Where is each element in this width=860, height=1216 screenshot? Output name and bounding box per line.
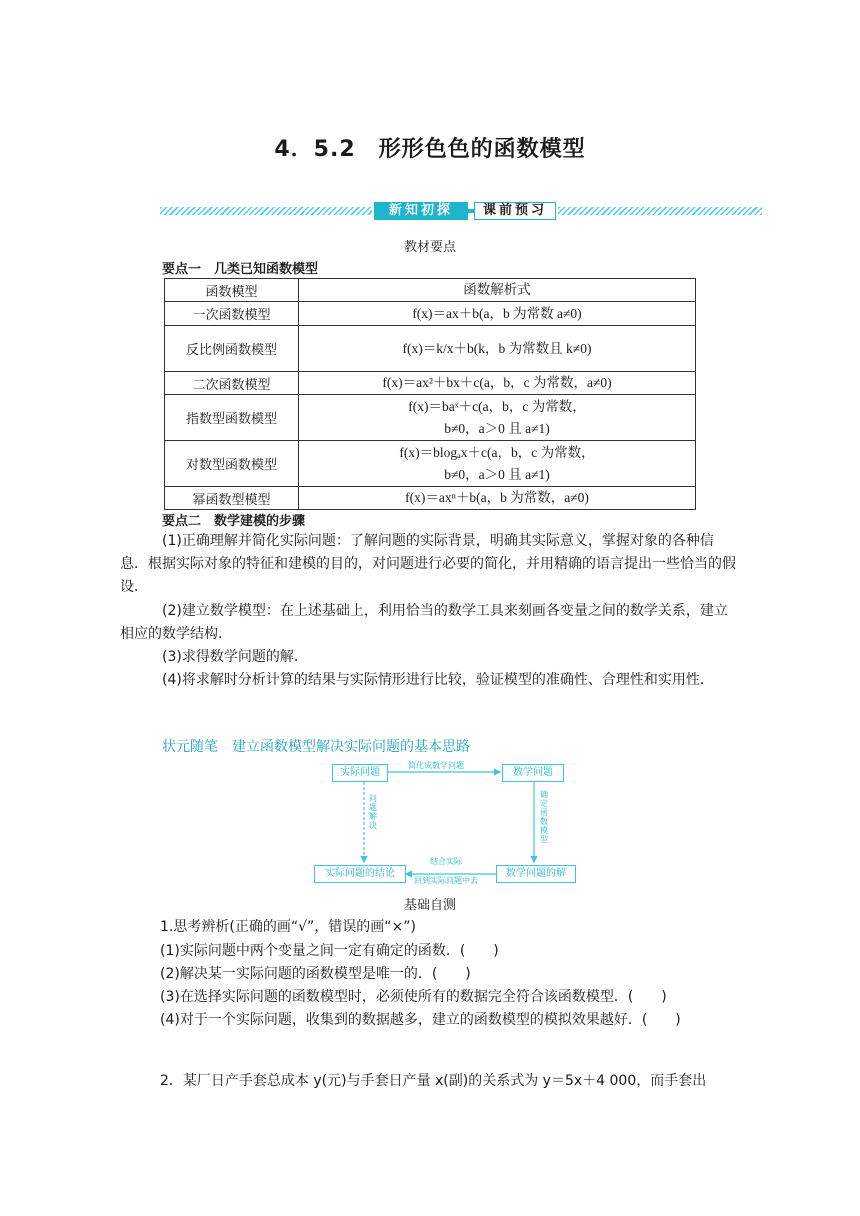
- question-1-item: (1)实际问题中两个变量之间一定有确定的函数．( ): [160, 943, 499, 959]
- step-paragraph: (4)将求解时分析计算的结果与实际情形进行比较，验证模型的准确性、合理性和实用性．: [162, 672, 714, 688]
- table-row: [165, 326, 696, 372]
- table-row: [165, 487, 696, 510]
- flow-box-real-conclusion: 实际问题的结论: [314, 865, 406, 883]
- model-name: 反比例函数模型: [165, 326, 299, 372]
- flow-label-bottom-2: 回到实际问题中去: [414, 876, 478, 885]
- banner-stripe-right: [558, 207, 762, 215]
- model-name: 一次函数模型: [165, 302, 299, 326]
- flow-label-top: 简化成数学问题: [408, 761, 464, 770]
- model-formula: f(x)＝k/x＋b(k，b 为常数且 k≠0): [299, 326, 696, 372]
- table-row: [165, 302, 696, 326]
- flow-box-math-solution: 数学问题的解: [496, 865, 576, 883]
- point1-heading: 要点一 几类已知函数模型: [162, 262, 319, 277]
- banner-stripe-left: [160, 207, 372, 215]
- function-model-table: [164, 278, 696, 510]
- question-1-item: (4)对于一个实际问题，收集到的数据越多，建立的函数模型的模拟效果越好．( ): [160, 1012, 681, 1028]
- model-formula: f(x)＝ax²＋bx＋c(a，b，c 为常数，a≠0): [299, 372, 696, 395]
- flow-box-math-problem: 数学问题: [502, 764, 564, 782]
- table-row: [165, 372, 696, 395]
- flow-box-real-problem: 实际问题: [332, 764, 388, 782]
- model-name: 幂函数型模型: [165, 487, 299, 510]
- section-banner: [160, 202, 762, 220]
- modeling-flow-diagram: [312, 760, 582, 888]
- table-header-model: 函数模型: [165, 279, 299, 302]
- model-name: 对数型函数模型: [165, 441, 299, 487]
- model-formula-line: f(x)＝blogₐx＋c(a，b，c 为常数，: [399, 444, 595, 460]
- model-formula: f(x)＝ax＋b(a，b 为常数 a≠0): [299, 302, 696, 326]
- tip-heading: 状元随笔 建立函数模型解决实际问题的基本思路: [162, 739, 470, 755]
- table-header-formula: 函数解析式: [299, 279, 696, 302]
- point2-heading: 要点二 数学建模的步骤: [162, 514, 306, 529]
- model-formula-line: b≠0，a＞0 且 a≠1): [444, 466, 550, 482]
- flow-label-left: 问题解决: [369, 794, 377, 830]
- self-test-heading: 基础自测: [403, 898, 456, 913]
- step-paragraph: (3)求得数学问题的解．: [162, 649, 308, 665]
- table-row: [165, 441, 696, 487]
- step-paragraph: (1)正确理解并简化实际问题：了解问题的实际背景，明确其实际意义，掌握对象的各种信息．根据实际对象的特征和建模的目的，对问题进行必要的简化，并用精确的语言提出一些恰当的假设．: [120, 533, 736, 595]
- table-header-row: [165, 279, 696, 302]
- page-title: 4．5.2 形形色色的函数模型: [274, 137, 586, 162]
- question-2: 2．某厂日产手套总成本 y(元)与手套日产量 x(副)的关系式为 y＝5x＋4 000，而手套出: [160, 1073, 707, 1089]
- question-1: 1.思考辨析(正确的画“√”，错误的画“×”): [160, 919, 416, 935]
- question-1-item: (3)在选择实际问题的函数模型时，必须使所有的数据完全符合该函数模型．( ): [160, 989, 667, 1005]
- flow-label-right: 确定函数模型: [540, 790, 548, 844]
- step-paragraph: (2)建立数学模型：在上述基础上，利用恰当的数学工具来刻画各变量之间的数学关系，建立相应的数学结构．: [120, 603, 728, 642]
- model-name: 指数型函数模型: [165, 395, 299, 441]
- model-name: 二次函数模型: [165, 372, 299, 395]
- model-formula-line: f(x)＝baˣ＋c(a，b，c 为常数，: [408, 398, 586, 414]
- flow-label-bottom-1: 结合实际: [430, 857, 462, 866]
- banner-label-left: 新知初探: [374, 202, 468, 220]
- model-formula: [299, 395, 696, 441]
- banner-label-right: 课前预习: [474, 202, 556, 220]
- model-formula: [299, 441, 696, 487]
- table-row: [165, 395, 696, 441]
- model-formula: f(x)＝axⁿ＋b(a，b 为常数，a≠0): [299, 487, 696, 510]
- model-formula-line: b≠0，a＞0 且 a≠1): [444, 420, 550, 436]
- question-1-item: (2)解决某一实际问题的函数模型是唯一的．( ): [160, 966, 471, 982]
- textbook-heading: 教材要点: [403, 240, 456, 255]
